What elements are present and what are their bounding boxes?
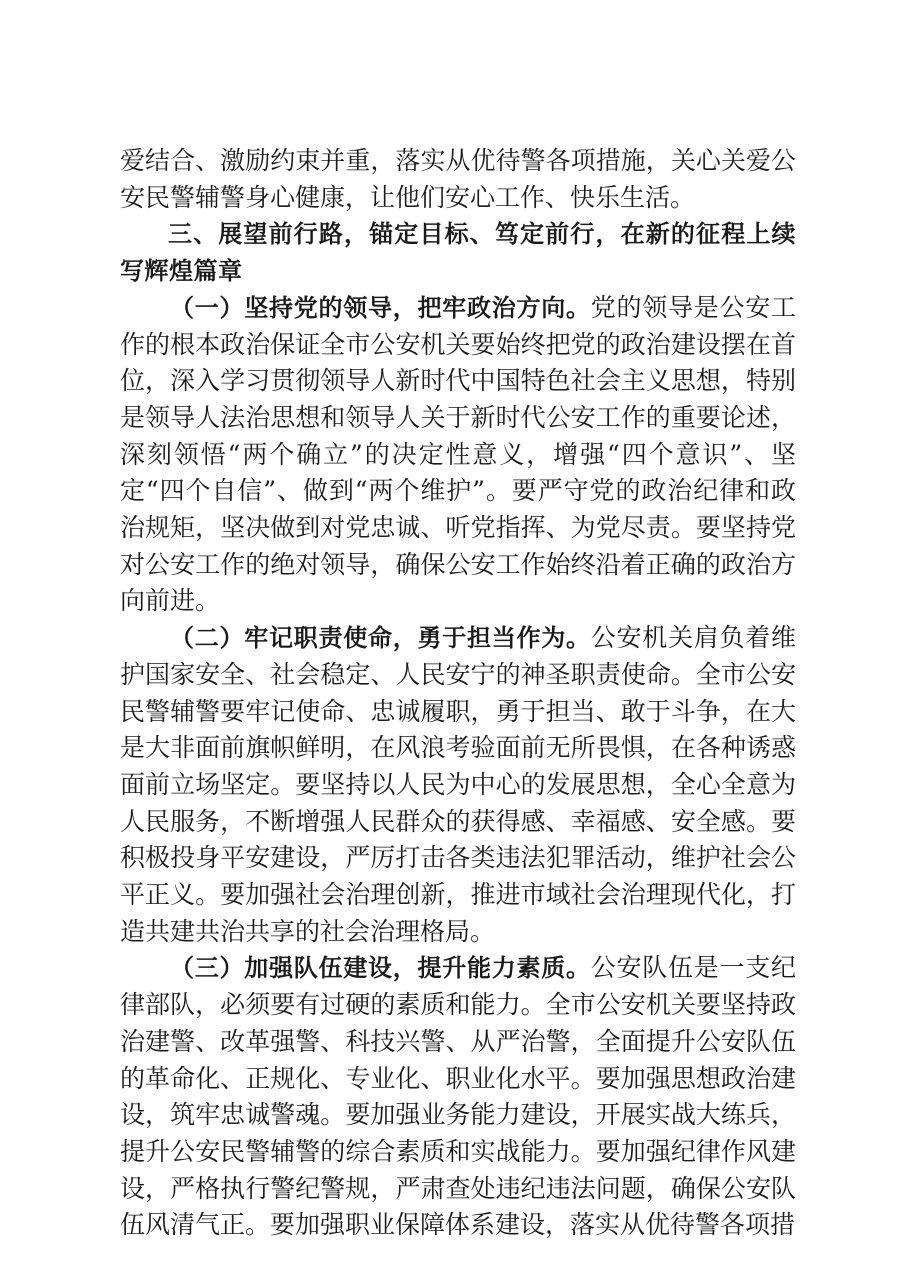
section-lead-1: （一）坚持党的领导，把牢政治方向。	[170, 293, 591, 322]
section-body-1: 党的领导是公安工作的根本政治保证全市公安机关要始终把党的政治建设摆在首位，深入学习贯彻领导人新时代中国特色社会主义思想，特别是领导人法治思想和领导人关于新时代公安工作的重要论述，深刻领悟“两个确立”的决定性意义，增强“四个意识”、坚定“四个自信”、做到“两个维护”。要严守党的政治纪律和政治规矩，坚决做到对党忠诚、听党指挥、为党尽责。要坚持党对公安工作的绝对领导，确保公安工作始终沿着正确的政治方向前进。	[120, 292, 796, 616]
section-lead-2: （二）牢记职责使命，勇于担当作为。	[170, 624, 591, 653]
document-body	[120, 143, 796, 1244]
section-body-2: 公安机关肩负着维护国家安全、社会稳定、人民安宁的神圣职责使命。全市公安民警辅警要牢记使命、忠诚履职，勇于担当、敢于斗争，在大是大非面前旗帜鲜明，在风浪考验面前无所畏惧，在各种诱惑面前立场坚定。要坚持以人民为中心的发展思想，全心全意为人民服务，不断增强人民群众的获得感、幸福感、安全感。要积极投身平安建设，严厉打击各类违法犯罪活动，维护社会公平正义。要加强社会治理创新，推进市域社会治理现代化，打造共建共治共享的社会治理格局。	[120, 623, 796, 946]
section-paragraph-3	[120, 950, 796, 1244]
section-lead-3: （三）加强队伍建设，提升能力素质。	[170, 954, 591, 983]
section-body-3: 公安队伍是一支纪律部队，必须要有过硬的素质和能力。全市公安机关要坚持政治建警、改革强警、科技兴警、从严治警，全面提升公安队伍的革命化、正规化、专业化、职业化水平。要加强思想政治建设，筑牢忠诚警魂。要加强业务能力建设，开展实战大练兵，提升公安民警辅警的综合素质和实战能力。要加强纪律作风建设，严格执行警纪警规，严肃查处违纪违法问题，确保公安队伍风清气正。要加强职业保障体系建设，落实从优待警各项措	[120, 953, 796, 1240]
section-paragraph-1	[120, 290, 796, 620]
continuation-paragraph: 爱结合、激励约束并重，落实从优待警各项措施，关心关爱公安民警辅警身心健康，让他们安心工作、快乐生活。	[120, 146, 796, 212]
section-heading: 三、展望前行路，锚定目标、笃定前行，在新的征程上续写辉煌篇章	[120, 220, 796, 286]
section-paragraph-2	[120, 620, 796, 950]
